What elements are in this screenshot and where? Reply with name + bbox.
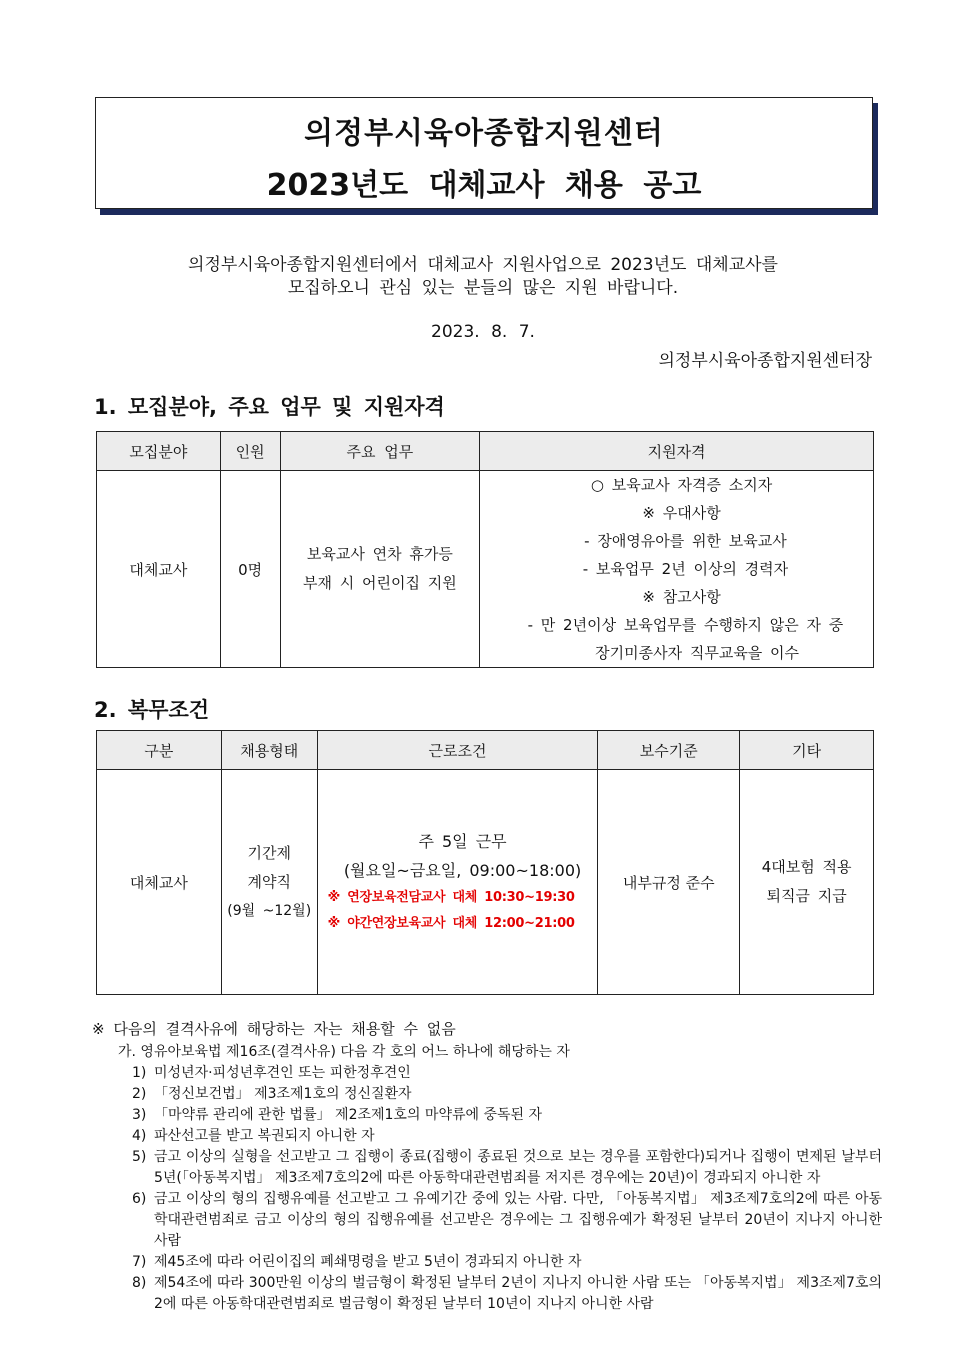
header-pay-standard: 보수기준 xyxy=(598,731,740,770)
field-cell: 대체교사 xyxy=(97,471,221,668)
work-days: 주 5일 근무 xyxy=(418,832,507,851)
list-item xyxy=(92,1273,882,1315)
item-number: 3) xyxy=(132,1107,147,1123)
duty-line: 부재 시 어린이집 지원 xyxy=(303,574,457,592)
table-row xyxy=(97,770,874,995)
disqualification-notes xyxy=(92,1017,882,1315)
table-header-row xyxy=(97,731,874,770)
header-etc: 기타 xyxy=(740,731,874,770)
recruitment-table xyxy=(96,431,874,668)
item-text: 제54조에 따라 300만원 이상의 벌금형이 확정된 날부터 2년이 지나지 아니한 사람 또는 「아동복지법」 제3조제7호의2에 따른 아동학대관련범죄로 벌금형이 확정된 날부터 10년이 지나지 아니한 사람 xyxy=(154,1275,882,1312)
item-text: 「정신보건법」 제3조제1호의 정신질환자 xyxy=(154,1086,412,1102)
item-text: 「마약류 관리에 관한 법률」 제2조제1호의 마약류에 중독된 자 xyxy=(154,1107,543,1123)
item-text: 금고 이상의 형의 집행유예를 선고받고 그 유예기간 중에 있는 사람. 다만, 「아동복지법」 제3조제7호의2에 따른 아동학대관련범죄로 금고 이상의 형의 집행유예를 선고받은 경우에는 그 집행유예가 확정된 날부터 20년이 지나지 아니한 사람 xyxy=(154,1191,882,1249)
announcement-date: 2023. 8. 7. xyxy=(431,322,535,342)
etc-line: 퇴직금 지급 xyxy=(766,887,847,905)
work-note-red: ※ 야간연장보육교사 대체 12:00~21:00 xyxy=(327,916,575,931)
qualification-item: - 만 2년이상 보육업무를 수행하지 않은 자 중 xyxy=(519,616,844,634)
table-header-row xyxy=(97,432,874,471)
qualification-item: - 보육업무 2년 이상의 경력자 xyxy=(574,560,789,578)
signature: 의정부시육아종합지원센터장 xyxy=(658,351,872,371)
header-employment-type: 채용형태 xyxy=(221,731,317,770)
qualification-item: - 장애영유아를 위한 보육교사 xyxy=(576,532,787,550)
work-note-red: ※ 연장보육전담교사 대체 10:30~19:30 xyxy=(327,890,575,905)
qualification-item: 장기미종사자 직무교육을 이수 xyxy=(564,644,800,662)
work-conditions-cell xyxy=(317,770,598,995)
section-1-title: 1. 모집분야, 주요 업무 및 지원자격 xyxy=(94,395,445,419)
list-item xyxy=(92,1189,882,1252)
duty-cell xyxy=(280,471,480,668)
intro-paragraph xyxy=(0,254,966,300)
type-line: 계약직 xyxy=(247,872,291,891)
list-item xyxy=(92,1063,882,1084)
item-text: 금고 이상의 실형을 선고받고 그 집행이 종료(집행이 종료된 것으로 보는 경우를 포함한다)되거나 집행이 면제된 날부터 5년(「아동복지법」 제3조제7호의2에 따른 아동학대관련범죄를 저지른 경우에는 20년)이 경과되지 아니한 자 xyxy=(154,1149,882,1186)
qualification-cell xyxy=(480,471,874,668)
item-number: 8) xyxy=(132,1275,147,1291)
item-text: 파산선고를 받고 복권되지 아니한 자 xyxy=(154,1128,375,1144)
item-number: 1) xyxy=(132,1065,147,1081)
item-number: 6) xyxy=(132,1191,147,1207)
list-item xyxy=(92,1084,882,1105)
list-item xyxy=(92,1105,882,1126)
page-subtitle: 2023년도 대체교사 채용 공고 xyxy=(266,168,702,203)
header-qualification: 지원자격 xyxy=(480,432,874,471)
item-number: 2) xyxy=(132,1086,147,1102)
header-field: 모집분야 xyxy=(97,432,221,471)
intro-line-2: 모집하오니 관심 있는 분들의 많은 지원 바랍니다. xyxy=(287,278,679,298)
qualification-item: ○ 보육교사 자격증 소지자 xyxy=(590,476,773,494)
work-hours: (월요일~금요일, 09:00~18:00) xyxy=(343,861,582,880)
category-cell: 대체교사 xyxy=(97,770,222,995)
notes-heading: ※ 다음의 결격사유에 해당하는 자는 채용할 수 없음 xyxy=(92,1020,456,1038)
list-item xyxy=(92,1252,882,1273)
header-count: 인원 xyxy=(220,432,280,471)
list-item xyxy=(92,1147,882,1189)
item-number: 4) xyxy=(132,1128,147,1144)
section-2-title: 2. 복무조건 xyxy=(94,698,210,722)
qualification-item: ※ 참고사항 xyxy=(642,588,721,606)
type-line: 기간제 xyxy=(247,843,291,862)
notes-subheading: 가. 영유아보육법 제16조(결격사유) 다음 각 호의 어느 하나에 해당하는 자 xyxy=(118,1044,570,1060)
conditions-table xyxy=(96,730,874,995)
header-work-conditions: 근로조건 xyxy=(317,731,598,770)
duty-line: 보육교사 연차 휴가등 xyxy=(306,545,453,563)
employment-type-cell xyxy=(221,770,317,995)
page-title: 의정부시육아종합지원센터 xyxy=(304,116,664,151)
etc-line: 4대보험 적용 xyxy=(761,858,852,876)
item-text: 미성년자·피성년후견인 또는 피한정후견인 xyxy=(154,1065,411,1081)
pay-cell: 내부규정 준수 xyxy=(598,770,740,995)
count-cell: 0명 xyxy=(220,471,280,668)
title-box xyxy=(95,97,873,209)
table-row xyxy=(97,471,874,668)
item-text: 제45조에 따라 어린이집의 폐쇄명령을 받고 5년이 경과되지 아니한 자 xyxy=(154,1254,582,1270)
type-line: (9월 ~12월) xyxy=(227,902,312,919)
intro-line-1: 의정부시육아종합지원센터에서 대체교사 지원사업으로 2023년도 대체교사를 xyxy=(188,255,778,275)
item-number: 7) xyxy=(132,1254,147,1270)
item-number: 5) xyxy=(132,1149,147,1165)
header-category: 구분 xyxy=(97,731,222,770)
qualification-item: ※ 우대사항 xyxy=(642,504,721,522)
etc-cell xyxy=(740,770,874,995)
list-item xyxy=(92,1126,882,1147)
header-duty: 주요 업무 xyxy=(280,432,480,471)
